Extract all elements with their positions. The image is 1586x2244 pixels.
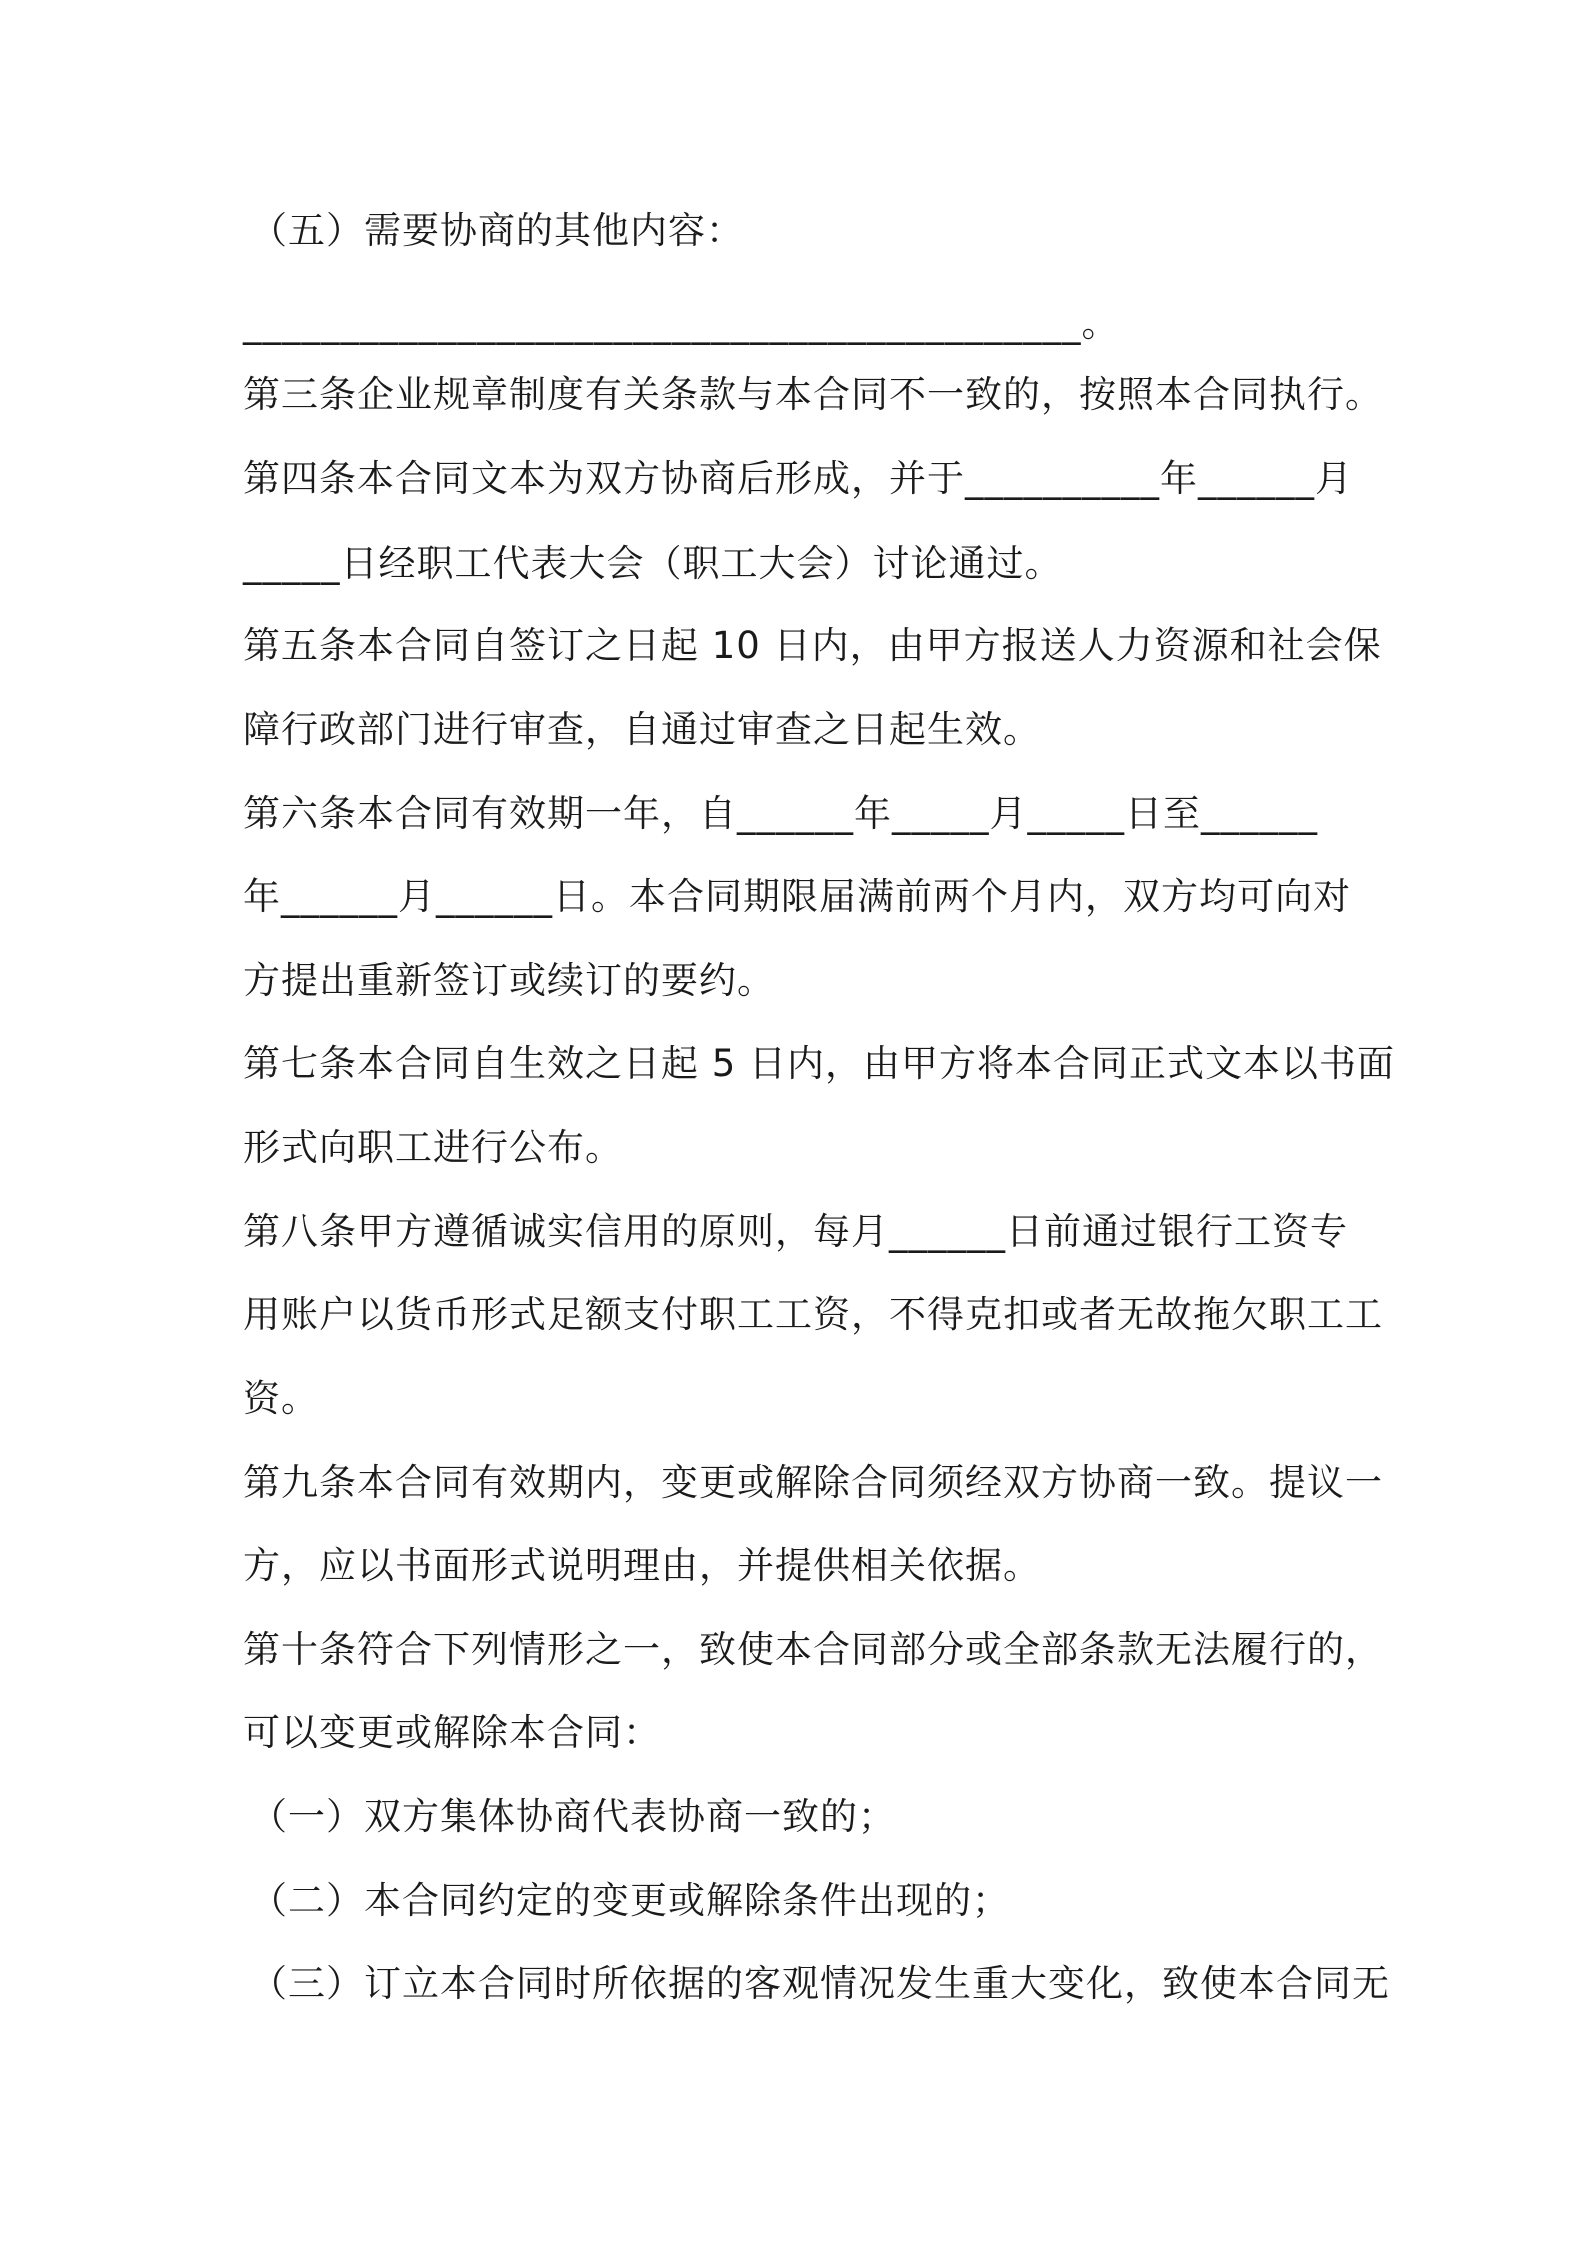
- text-line-4: 第四条本合同文本为双方协商后形成，并于__________年______月: [243, 457, 1353, 500]
- text-line-11: 第七条本合同自生效之日起 5 日内，由甲方将本合同正式文本以书面: [243, 1042, 1396, 1085]
- text-line-6: 第五条本合同自签订之日起 10 日内，由甲方报送人力资源和社会保: [243, 624, 1382, 667]
- text-line-21: （二）本合同约定的变更或解除条件出现的；: [250, 1879, 1010, 1922]
- text-line-13: 第八条甲方遵循诚实信用的原则，每月______日前通过银行工资专: [243, 1210, 1348, 1253]
- text-line-1: （五）需要协商的其他内容：: [250, 209, 744, 252]
- text-line-10: 方提出重新签订或续订的要约。: [243, 959, 775, 1002]
- text-line-19: 可以变更或解除本合同：: [243, 1711, 661, 1754]
- text-line-8: 第六条本合同有效期一年，自______年_____月_____日至______: [243, 792, 1318, 835]
- text-line-7: 障行政部门进行审查，自通过审查之日起生效。: [243, 708, 1041, 751]
- text-line-2: ___________________________________________。: [243, 302, 1120, 345]
- text-line-20: （一）双方集体协商代表协商一致的；: [250, 1795, 896, 1838]
- text-line-5: _____日经职工代表大会（职工大会）讨论通过。: [243, 542, 1063, 585]
- text-line-16: 第九条本合同有效期内，变更或解除合同须经双方协商一致。提议一: [243, 1461, 1383, 1504]
- text-line-22: （三）订立本合同时所依据的客观情况发生重大变化，致使本合同无: [250, 1962, 1390, 2005]
- text-line-15: 资。: [243, 1377, 319, 1420]
- text-line-3: 第三条企业规章制度有关条款与本合同不一致的，按照本合同执行。: [243, 373, 1383, 416]
- text-line-12: 形式向职工进行公布。: [243, 1126, 623, 1169]
- text-line-14: 用账户以货币形式足额支付职工工资，不得克扣或者无故拖欠职工工: [243, 1293, 1383, 1336]
- text-line-18: 第十条符合下列情形之一，致使本合同部分或全部条款无法履行的，: [243, 1628, 1383, 1671]
- text-line-9: 年______月______日。本合同期限届满前两个月内，双方均可向对: [243, 875, 1351, 918]
- text-line-17: 方，应以书面形式说明理由，并提供相关依据。: [243, 1544, 1041, 1587]
